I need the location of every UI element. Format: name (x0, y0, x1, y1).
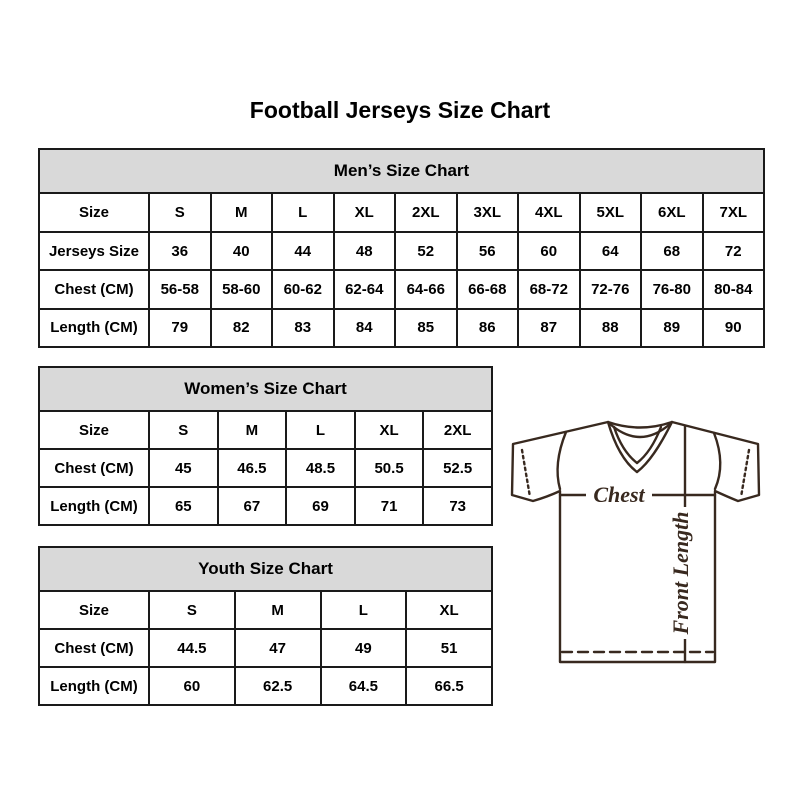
youth-size-chart-title: Youth Size Chart (39, 547, 492, 591)
value-cell: 60-62 (272, 270, 334, 308)
value-cell: 40 (211, 232, 273, 270)
table-row (39, 487, 492, 525)
value-cell: 6XL (641, 193, 703, 231)
row-label: Chest (CM) (39, 629, 149, 667)
value-cell: 90 (703, 309, 765, 347)
value-cell: 60 (518, 232, 580, 270)
page-title: Football Jerseys Size Chart (249, 97, 551, 123)
value-cell: 48 (334, 232, 396, 270)
table-header-row (39, 547, 492, 591)
value-cell: S (149, 591, 235, 629)
value-cell: 64-66 (395, 270, 457, 308)
value-cell: 83 (272, 309, 334, 347)
value-cell: 66.5 (406, 667, 492, 705)
value-cell: 86 (457, 309, 519, 347)
right-armhole-seam (714, 433, 720, 489)
value-cell: L (272, 193, 334, 231)
value-cell: 71 (355, 487, 424, 525)
womens-size-table (38, 366, 493, 526)
value-cell: 36 (149, 232, 211, 270)
value-cell: 69 (286, 487, 355, 525)
value-cell: 82 (211, 309, 273, 347)
value-cell: 52.5 (423, 449, 492, 487)
value-cell: 62.5 (235, 667, 321, 705)
value-cell: L (286, 411, 355, 449)
table-row (39, 309, 764, 347)
row-label: Length (CM) (39, 667, 149, 705)
value-cell: 66-68 (457, 270, 519, 308)
value-cell: 87 (518, 309, 580, 347)
youth-size-table (38, 546, 493, 706)
value-cell: 56 (457, 232, 519, 270)
mens-size-table (38, 148, 765, 348)
row-label: Size (39, 591, 149, 629)
row-label: Chest (CM) (39, 449, 149, 487)
value-cell: L (321, 591, 407, 629)
value-cell: S (149, 411, 218, 449)
value-cell: 73 (423, 487, 492, 525)
value-cell: 49 (321, 629, 407, 667)
value-cell: M (211, 193, 273, 231)
value-cell: 89 (641, 309, 703, 347)
value-cell: S (149, 193, 211, 231)
value-cell: 72-76 (580, 270, 642, 308)
row-label: Chest (CM) (39, 270, 149, 308)
right-cuff-dashed-line (741, 450, 749, 497)
value-cell: 50.5 (355, 449, 424, 487)
value-cell: M (218, 411, 287, 449)
value-cell: 80-84 (703, 270, 765, 308)
value-cell: 47 (235, 629, 321, 667)
row-label: Size (39, 193, 149, 231)
value-cell: 56-58 (149, 270, 211, 308)
womens-size-chart-title: Women’s Size Chart (39, 367, 492, 411)
value-cell: 67 (218, 487, 287, 525)
table-row (39, 232, 764, 270)
value-cell: 68-72 (518, 270, 580, 308)
value-cell: 85 (395, 309, 457, 347)
table-row (39, 270, 764, 308)
jersey-outline-icon (512, 422, 759, 662)
value-cell: XL (355, 411, 424, 449)
value-cell: 45 (149, 449, 218, 487)
value-cell: M (235, 591, 321, 629)
value-cell: 88 (580, 309, 642, 347)
table-row (39, 591, 492, 629)
value-cell: 62-64 (334, 270, 396, 308)
row-label: Size (39, 411, 149, 449)
value-cell: 44.5 (149, 629, 235, 667)
value-cell: 65 (149, 487, 218, 525)
chest-label: Chest (593, 482, 645, 507)
table-header-row (39, 149, 764, 193)
value-cell: 79 (149, 309, 211, 347)
value-cell: 2XL (395, 193, 457, 231)
value-cell: 72 (703, 232, 765, 270)
front-length-label: Front Length (668, 511, 693, 635)
value-cell: 64.5 (321, 667, 407, 705)
value-cell: 46.5 (218, 449, 287, 487)
table-row (39, 449, 492, 487)
value-cell: 48.5 (286, 449, 355, 487)
left-cuff-dashed-line (522, 450, 530, 497)
value-cell: XL (334, 193, 396, 231)
value-cell: 7XL (703, 193, 765, 231)
row-label: Length (CM) (39, 309, 149, 347)
value-cell: 60 (149, 667, 235, 705)
row-label: Length (CM) (39, 487, 149, 525)
table-row (39, 411, 492, 449)
table-row (39, 629, 492, 667)
value-cell: 68 (641, 232, 703, 270)
value-cell: 4XL (518, 193, 580, 231)
table-row (39, 667, 492, 705)
value-cell: 3XL (457, 193, 519, 231)
value-cell: 2XL (423, 411, 492, 449)
value-cell: 44 (272, 232, 334, 270)
row-label: Jerseys Size (39, 232, 149, 270)
value-cell: 58-60 (211, 270, 273, 308)
table-header-row (39, 367, 492, 411)
table-row (39, 193, 764, 231)
mens-size-chart-title: Men’s Size Chart (39, 149, 764, 193)
left-armhole-seam (558, 432, 566, 489)
jersey-measurement-diagram (500, 398, 770, 690)
value-cell: 76-80 (641, 270, 703, 308)
value-cell: 52 (395, 232, 457, 270)
value-cell: XL (406, 591, 492, 629)
value-cell: 5XL (580, 193, 642, 231)
value-cell: 51 (406, 629, 492, 667)
value-cell: 64 (580, 232, 642, 270)
value-cell: 84 (334, 309, 396, 347)
